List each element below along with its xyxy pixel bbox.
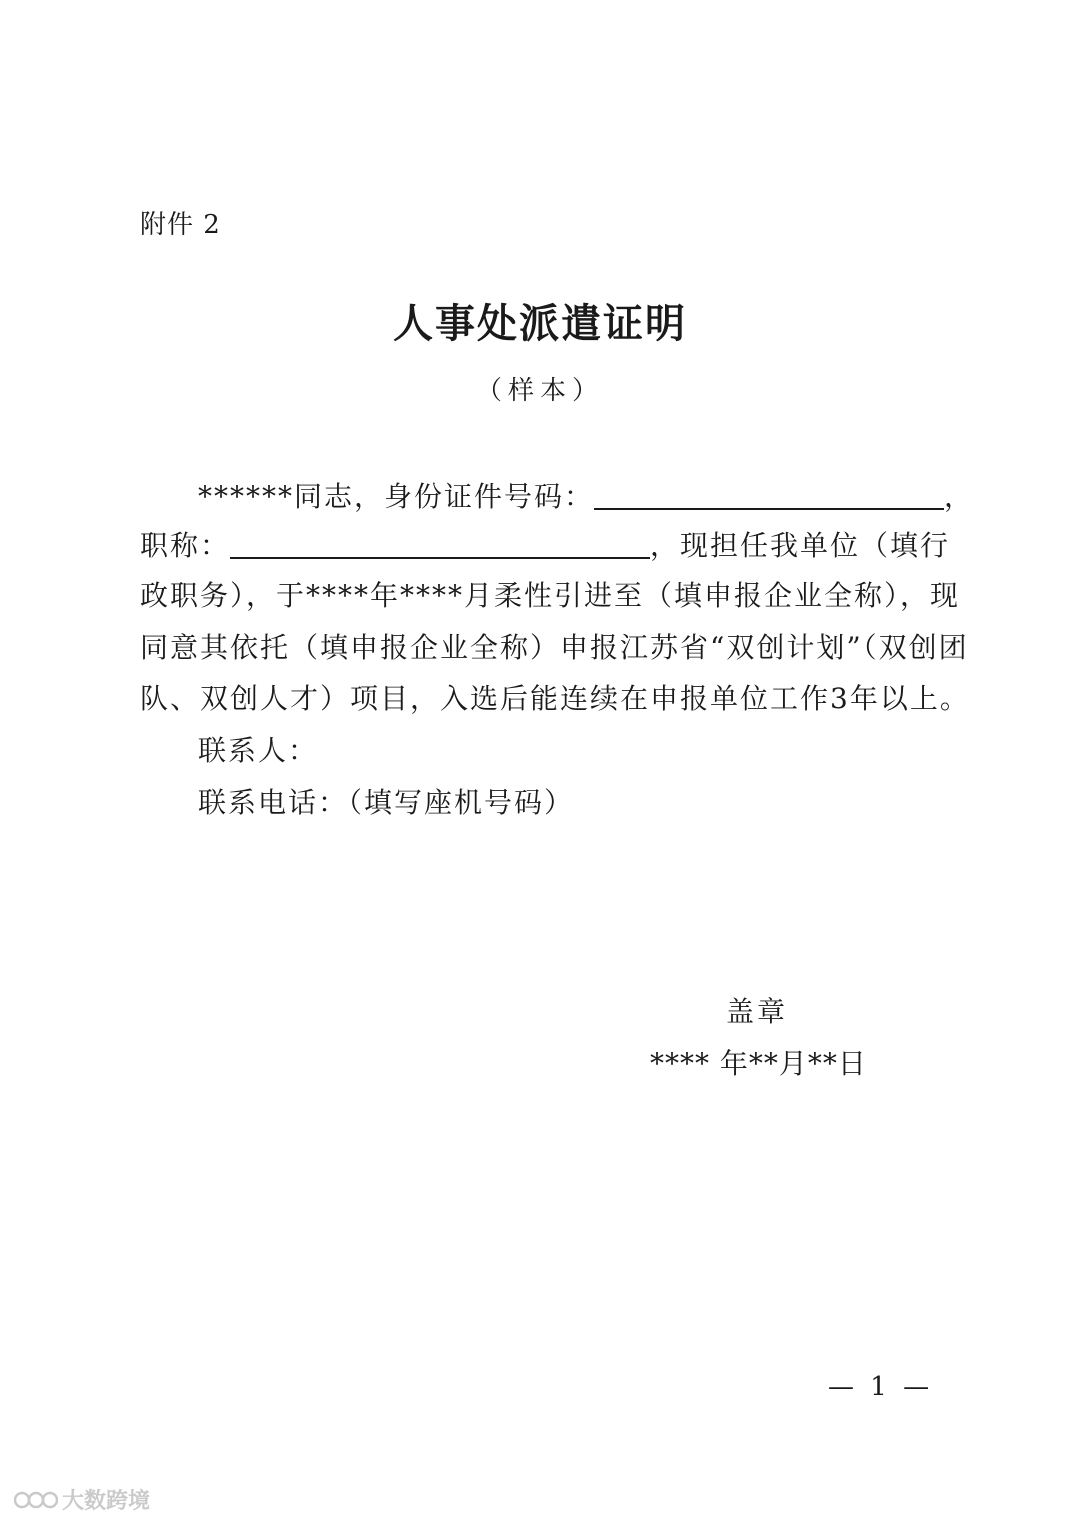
seal-label: 盖章: [726, 995, 789, 1028]
attachment-label: 附件 2: [140, 210, 221, 240]
id-number-blank[interactable]: [594, 478, 944, 510]
watermark: [14, 1484, 150, 1515]
paragraph-line-2: [140, 527, 951, 564]
watermark-text: 大数跨境: [62, 1489, 151, 1514]
watermark-logo-icon: [14, 1487, 58, 1513]
line2-suffix: ，现担任我单位（填行: [650, 529, 951, 562]
document-subtitle: （样本）: [475, 376, 604, 406]
date-line: **** 年**月**日: [650, 1047, 867, 1080]
paragraph-line-5: 队、双创人才）项目，入选后能连续在申报单位工作3年以上。: [140, 682, 970, 715]
line2-prefix: 职称：: [140, 529, 231, 562]
line1-prefix: ******同志，身份证件号码：: [198, 480, 595, 513]
line1-suffix: ，: [944, 480, 975, 513]
page-number: — 1 —: [828, 1372, 934, 1402]
paragraph-line-1: [140, 478, 975, 515]
paragraph-line-3: 政职务），于****年****月柔性引进至（填申报企业全称），现: [140, 579, 961, 612]
document-title: 人事处派遣证明: [393, 300, 687, 347]
contact-phone: 联系电话：（填写座机号码）: [198, 786, 575, 819]
paragraph-line-4: 同意其依托（填申报企业全称）申报江苏省“双创计划”（双创团: [140, 631, 969, 664]
title-blank[interactable]: [230, 527, 650, 559]
contact-person: 联系人：: [198, 734, 319, 767]
